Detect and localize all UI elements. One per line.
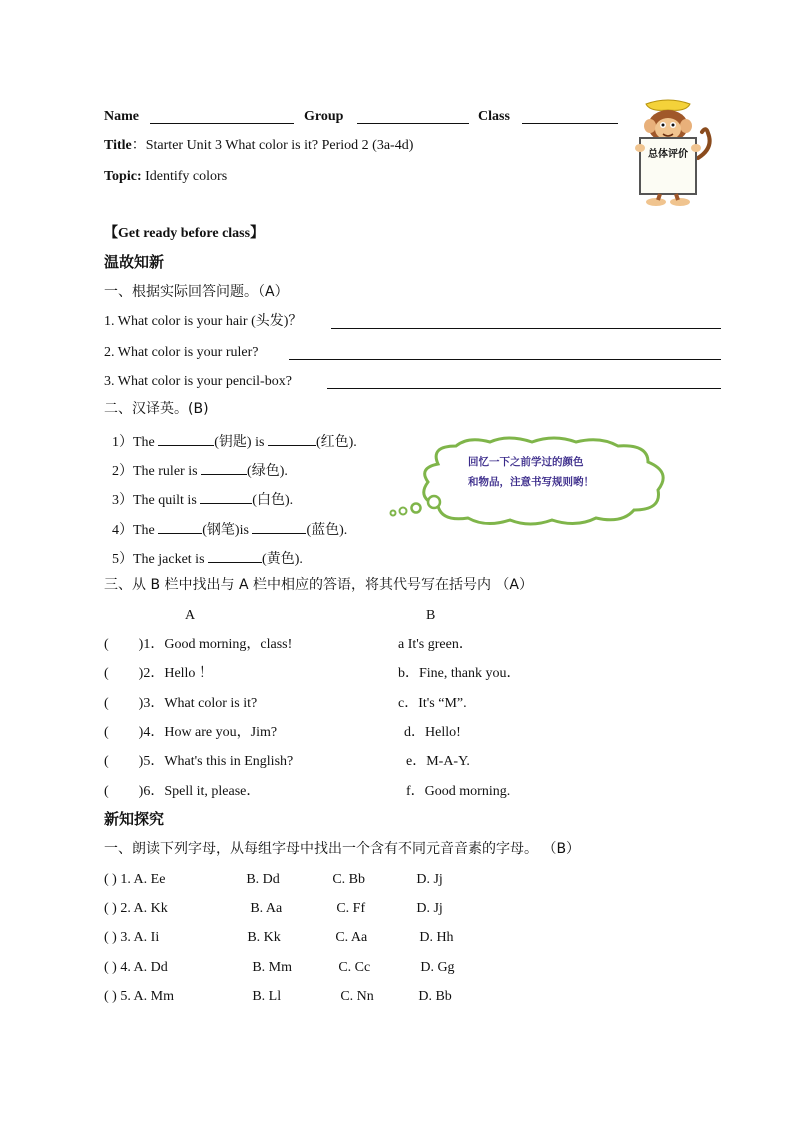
match-question: )3．What color is it? — [138, 696, 258, 711]
review-heading: 温故知新 — [104, 253, 165, 271]
match-question: )2．Hello ！ — [138, 666, 213, 681]
answer-bracket[interactable]: ( — [104, 666, 109, 681]
answer-line-2[interactable] — [289, 359, 721, 360]
match-answer-1: a It's green． — [398, 637, 473, 652]
item-hint: (钢笔)is — [202, 523, 249, 538]
explore-part1-title: 一、朗读下列字母，从每组字母中找出一个含有不同元音音素的字母。 （B） — [104, 841, 581, 857]
item-number: 5）The jacket is — [112, 552, 205, 567]
option-b: B. Ll — [252, 989, 282, 1004]
blank-field[interactable] — [252, 519, 306, 534]
answer-bracket[interactable]: ( — [104, 637, 109, 652]
explore-heading: 新知探究 — [104, 810, 165, 828]
answer-bracket[interactable]: ( — [104, 696, 109, 711]
translate-item-1 — [112, 431, 357, 452]
column-b-header: B — [426, 608, 436, 623]
option-c: C. Bb — [332, 872, 366, 887]
match-row-1[interactable] — [104, 636, 292, 654]
option-a: 5. A. Mm — [120, 989, 175, 1004]
option-c: C. Ff — [336, 901, 366, 916]
answer-bracket[interactable]: ( — [104, 725, 109, 740]
item-number: 4）The — [112, 523, 155, 538]
bubble-text-line1: 回忆一下之前学过的颜色 — [468, 456, 584, 468]
badge-text: 总体评价 — [648, 149, 688, 160]
match-answer-3: c．It's “M”. — [398, 696, 467, 711]
match-answer-4: d．Hello! — [404, 725, 461, 740]
option-a: 3. A. Ii — [120, 930, 160, 945]
answer-bracket[interactable]: ( ) — [104, 930, 117, 945]
option-d: D. Jj — [416, 901, 443, 916]
translate-item-2 — [112, 460, 288, 481]
class-field[interactable] — [522, 123, 618, 124]
item-hint: (钥匙) is — [214, 435, 265, 450]
translate-item-4 — [112, 519, 347, 540]
option-a: 1. A. Ee — [120, 872, 166, 887]
match-row-2[interactable] — [104, 665, 213, 683]
letter-row-5 — [104, 988, 452, 1006]
review-part1-title: 一、根据实际回答问题。（A） — [104, 284, 289, 300]
option-c: C. Nn — [340, 989, 374, 1004]
letter-row-1 — [104, 871, 443, 889]
blank-field[interactable] — [158, 519, 202, 534]
match-row-6[interactable] — [104, 783, 260, 801]
section-get-ready: 【Get ready before class】 — [104, 226, 265, 241]
letter-row-4 — [104, 959, 455, 977]
title-text: ：Starter Unit 3 What color is it? Period 2 (3a-4d) — [131, 138, 414, 153]
question-1: 1. What color is your hair (头发)？ — [104, 314, 303, 329]
answer-bracket[interactable]: ( ) — [104, 989, 117, 1004]
class-label: Class — [478, 109, 510, 124]
answer-bracket[interactable]: ( ) — [104, 960, 117, 975]
option-d: D. Jj — [416, 872, 443, 887]
topic-line — [104, 168, 227, 186]
title-line — [104, 137, 413, 155]
option-d: D. Hh — [419, 930, 454, 945]
letter-row-2 — [104, 900, 443, 918]
item-number: 3）The quilt is — [112, 493, 197, 508]
option-b: B. Kk — [247, 930, 281, 945]
match-row-5[interactable] — [104, 753, 293, 771]
match-answer-6: f．Good morning. — [406, 784, 511, 799]
name-label: Name — [104, 109, 139, 124]
group-label: Group — [304, 109, 344, 124]
item-number: 2）The ruler is — [112, 464, 198, 479]
match-row-4[interactable] — [104, 724, 277, 742]
option-a: 4. A. Dd — [120, 960, 168, 975]
group-field[interactable] — [357, 123, 469, 124]
blank-field[interactable] — [201, 460, 247, 475]
option-a: 2. A. Kk — [120, 901, 168, 916]
match-question: )5．What's this in English? — [138, 754, 294, 769]
match-row-3[interactable] — [104, 695, 257, 713]
item-hint: (红色). — [315, 435, 357, 450]
name-field[interactable] — [150, 123, 294, 124]
review-part2-title: 二、汉译英。(B) — [104, 401, 209, 417]
option-b: B. Aa — [250, 901, 283, 916]
bubble-text-line2: 和物品，注意书写规则哟！ — [468, 476, 594, 488]
match-question: )6．Spell it, please． — [138, 784, 261, 799]
match-question: )1．Good morning，class! — [138, 637, 293, 652]
answer-bracket[interactable]: ( ) — [104, 901, 117, 916]
translate-item-5 — [112, 548, 303, 569]
answer-bracket[interactable]: ( — [104, 784, 109, 799]
item-hint: (绿色). — [247, 464, 288, 479]
review-part3-title: 三、从 B 栏中找出与 A 栏中相应的答语，将其代号写在括号内 （A） — [104, 577, 534, 593]
item-hint: (黄色). — [262, 552, 303, 567]
option-b: B. Mm — [252, 960, 293, 975]
translate-item-3 — [112, 489, 293, 510]
topic-label: Topic: — [104, 169, 142, 184]
answer-bracket[interactable]: ( ) — [104, 872, 117, 887]
title-label: Title — [104, 138, 132, 153]
topic-text: Identify colors — [145, 169, 228, 184]
blank-field[interactable] — [208, 548, 262, 563]
match-answer-2: b．Fine, thank you． — [398, 666, 521, 681]
item-hint: (白色). — [252, 493, 294, 508]
item-hint: (蓝色). — [306, 523, 348, 538]
option-c: C. Aa — [335, 930, 368, 945]
answer-bracket[interactable]: ( — [104, 754, 109, 769]
blank-field[interactable] — [158, 431, 214, 446]
match-answer-5: e．M-A-Y. — [406, 754, 470, 769]
column-a-header: A — [185, 608, 196, 623]
option-b: B. Dd — [246, 872, 280, 887]
blank-field[interactable] — [200, 489, 252, 504]
question-2: 2. What color is your ruler? — [104, 345, 259, 360]
item-number: 1）The — [112, 435, 155, 450]
blank-field[interactable] — [268, 431, 316, 446]
letter-row-3 — [104, 929, 454, 947]
answer-line-1[interactable] — [331, 328, 721, 329]
option-d: D. Gg — [420, 960, 455, 975]
question-3: 3. What color is your pencil-box? — [104, 374, 292, 389]
option-d: D. Bb — [418, 989, 452, 1004]
match-question: )4．How are you，Jim? — [138, 725, 278, 740]
option-c: C. Cc — [338, 960, 371, 975]
answer-line-3[interactable] — [327, 388, 721, 389]
